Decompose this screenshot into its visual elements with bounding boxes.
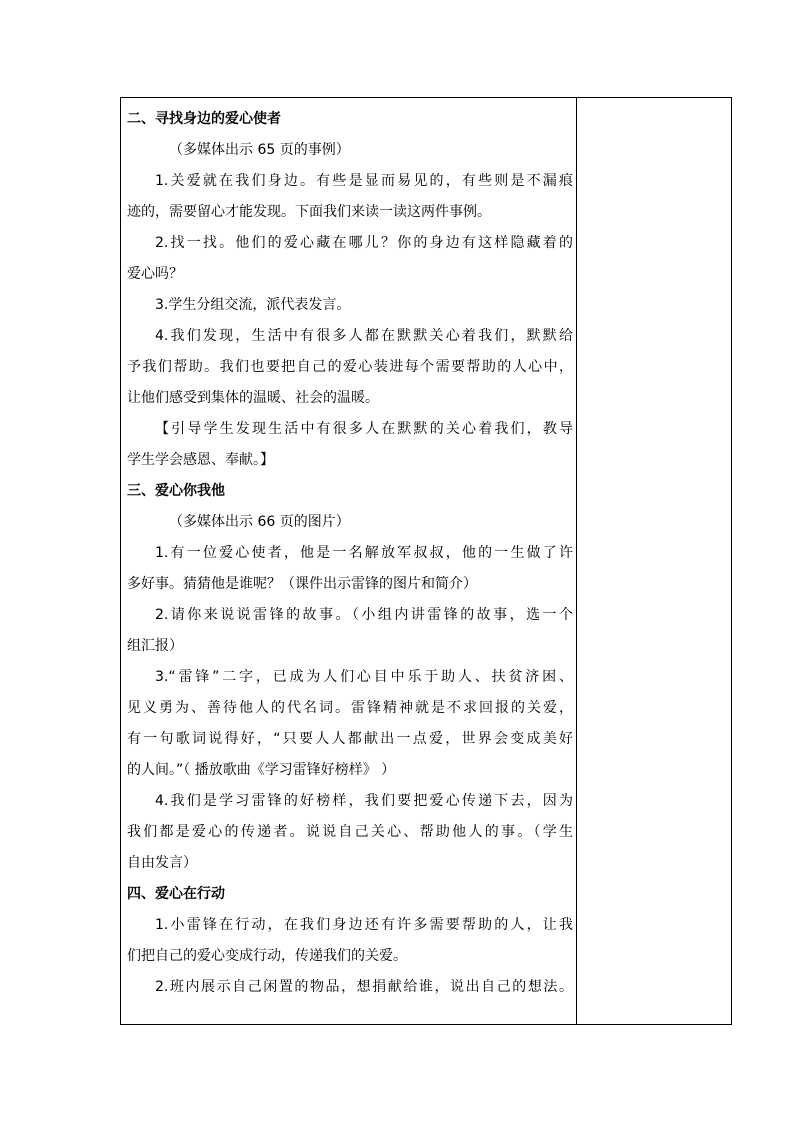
paragraph-line: 组汇报） bbox=[127, 638, 183, 654]
paragraph-line: 2.班内展示自己闲置的物品，想捐献给谁，说出自己的想法。 bbox=[155, 979, 573, 995]
paragraph-line: 予我们帮助。我们也要把自己的爱心装进每个需要帮助的人心中， bbox=[127, 359, 573, 375]
paragraph-line: 我们都是爱心的传递者。说说自己关心、帮助他人的事。（学生 bbox=[127, 824, 573, 840]
paragraph-line: 让他们感受到集体的温暖、社会的温暖。 bbox=[127, 390, 379, 406]
paragraph-line: 多好事。猜猜他是谁呢？（课件出示雷锋的图片和简介） bbox=[127, 576, 477, 592]
lesson-table bbox=[120, 97, 732, 1025]
paragraph-line: 的人间。”（ 播放歌曲《学习雷锋好榜样》 ） bbox=[127, 762, 396, 778]
paragraph-line: 自由发言） bbox=[127, 855, 197, 871]
guide-note-line: 【引导学生发现生活中有很多人在默默的关心着我们，教导 bbox=[155, 421, 573, 437]
paragraph-line: 迹的，需要留心才能发现。下面我们来读一读这两件事例。 bbox=[127, 204, 491, 220]
section-heading: 三、爱心你我他 bbox=[127, 483, 225, 499]
paragraph-line: 4.我们是学习雷锋的好榜样，我们要把爱心传递下去，因为 bbox=[155, 793, 573, 809]
section-heading: 二、寻找身边的爱心使者 bbox=[127, 111, 281, 127]
paragraph-line: 4.我们发现，生活中有很多人都在默默关心着我们，默默给 bbox=[155, 328, 573, 344]
media-note: （多媒体出示 65 页的事例） bbox=[169, 142, 350, 158]
guide-note-line: 学生学会感恩、奉献。】 bbox=[127, 452, 274, 468]
section-heading: 四、爱心在行动 bbox=[127, 886, 225, 902]
paragraph-line: 见义勇为、善待他人的代名词。雷锋精神就是不求回报的关爱， bbox=[127, 700, 573, 716]
media-note: （多媒体出示 66 页的图片） bbox=[169, 514, 350, 530]
paragraph-line: 3.“雷锋”二字，已成为人们心目中乐于助人、扶贫济困、 bbox=[155, 669, 573, 685]
lesson-content-cell bbox=[121, 98, 577, 1024]
paragraph-line: 们把自己的爱心变成行动，传递我们的关爱。 bbox=[127, 948, 407, 964]
lesson-content bbox=[127, 104, 573, 1003]
notes-cell bbox=[577, 98, 731, 1024]
paragraph-line: 1.关爱就在我们身边。有些是显而易见的，有些则是不漏痕 bbox=[155, 173, 573, 189]
paragraph-line: 1.有一位爱心使者，他是一名解放军叔叔，他的一生做了许 bbox=[155, 545, 573, 561]
paragraph-line: 2.找一找。他们的爱心藏在哪儿？你的身边有这样隐藏着的 bbox=[155, 235, 573, 251]
paragraph-line: 有一句歌词说得好，“只要人人都献出一点爱，世界会变成美好 bbox=[127, 731, 573, 747]
paragraph-line: 3.学生分组交流，派代表发言。 bbox=[155, 297, 351, 313]
paragraph-line: 1.小雷锋在行动，在我们身边还有许多需要帮助的人，让我 bbox=[155, 917, 573, 933]
paragraph-line: 2.请你来说说雷锋的故事。（小组内讲雷锋的故事，选一个 bbox=[155, 607, 573, 623]
paragraph-line: 爱心吗？ bbox=[127, 266, 183, 282]
